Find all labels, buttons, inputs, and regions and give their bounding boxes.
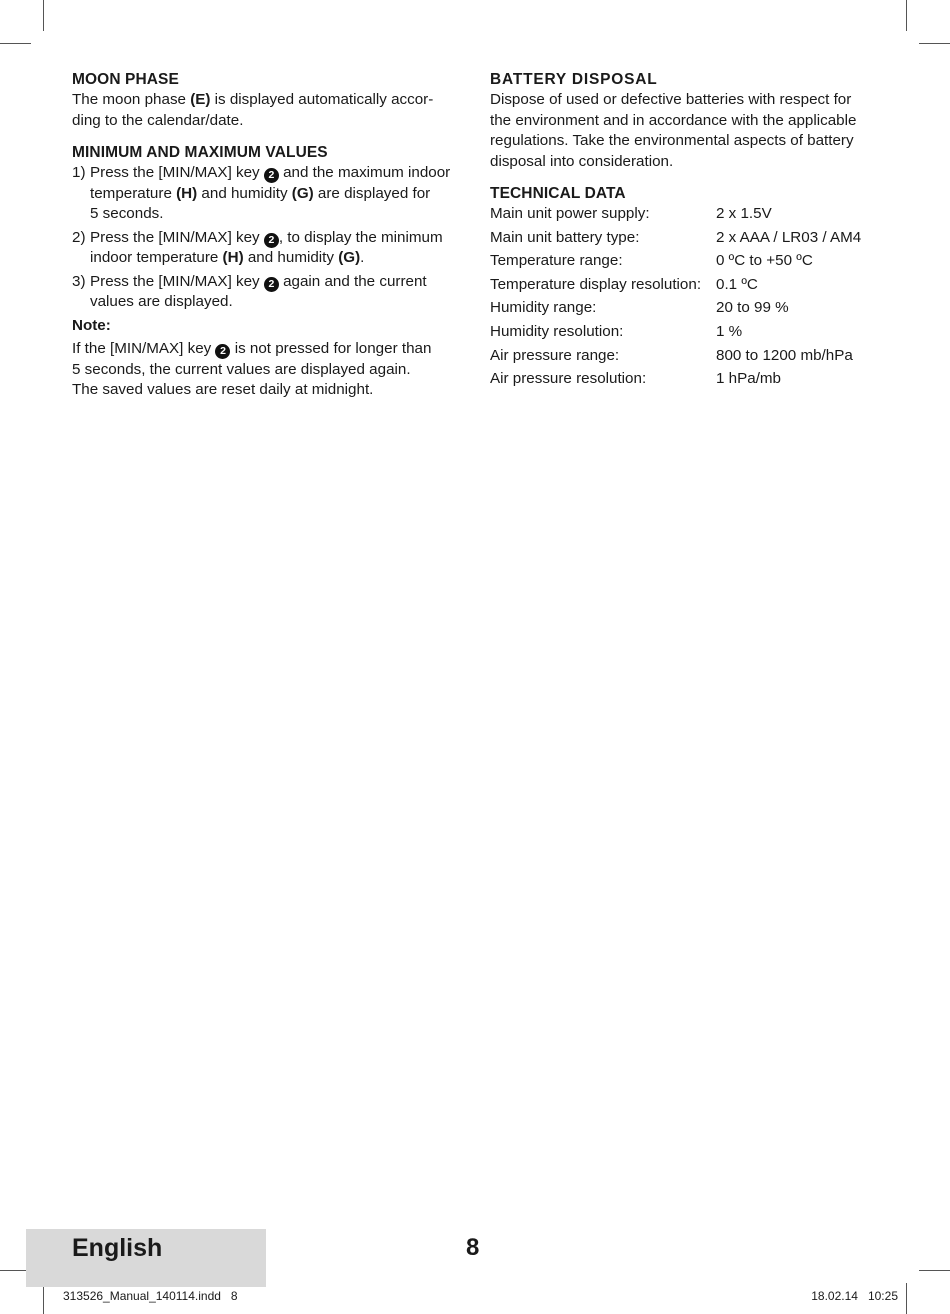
moon-phase-text — [72, 90, 464, 131]
text-run: regulations. Take the environmental aspects of battery — [490, 132, 854, 149]
step-item — [72, 163, 464, 225]
note-text — [72, 339, 464, 401]
text-run: Press the [MIN/MAX] key — [90, 272, 264, 290]
step-number: 3) — [72, 272, 86, 290]
text-run: values are displayed. — [90, 293, 233, 310]
right-column — [490, 70, 880, 393]
ref-label: (G) — [291, 184, 314, 202]
language-label: English — [72, 1234, 163, 1262]
key-2-icon: 2 — [215, 344, 230, 359]
text-run: . — [360, 249, 365, 266]
text-run: and humidity — [243, 249, 339, 266]
table-row — [490, 251, 890, 275]
spec-value: 20 to 99 % — [716, 299, 789, 317]
text-run: is not pressed for longer than — [230, 340, 432, 357]
moon-phase-heading: MOON PHASE — [72, 71, 179, 88]
crop-mark — [919, 43, 950, 44]
key-2-icon: 2 — [264, 168, 279, 183]
spec-value: 2 x AAA / LR03 / AM4 — [716, 228, 862, 246]
text-run: the environment and in accordance with the applicable — [490, 111, 857, 129]
step-number: 2) — [72, 228, 86, 246]
technical-data-section — [490, 184, 880, 393]
print-slug-file: 313526_Manual_140114.indd 8 — [63, 1289, 238, 1303]
note-section — [72, 316, 464, 401]
table-row — [490, 204, 890, 228]
print-slug-date: 18.02.14 10:25 — [811, 1289, 898, 1303]
text-run: 5 seconds. — [90, 205, 164, 222]
text-run: Dispose of used or defective batteries with respect for — [490, 91, 852, 108]
table-row — [490, 298, 890, 322]
ref-label: (H) — [176, 184, 198, 202]
text-run: 5 seconds, the current values are displayed again. — [72, 360, 411, 378]
min-max-steps — [72, 163, 464, 313]
spec-label: Main unit battery type: — [490, 228, 640, 246]
text-run: temperature — [90, 184, 177, 202]
page-number: 8 — [466, 1234, 480, 1261]
note-heading: Note: — [72, 316, 111, 334]
spec-value: 0.1 ºC — [716, 275, 758, 293]
step-number: 1) — [72, 164, 86, 181]
crop-mark — [906, 1283, 907, 1314]
min-max-section — [72, 143, 464, 313]
battery-disposal-heading: BATTERY DISPOSAL — [490, 71, 658, 88]
text-run: are displayed for — [313, 184, 431, 202]
text-run: The moon phase — [72, 91, 191, 108]
ref-label: (H) — [222, 249, 244, 266]
crop-mark — [919, 1270, 950, 1271]
table-row — [490, 322, 890, 346]
step-item — [72, 272, 464, 313]
spec-label: Air pressure range: — [490, 346, 620, 364]
spec-value: 1 hPa/mb — [716, 370, 782, 388]
battery-disposal-section — [490, 70, 880, 172]
crop-mark — [43, 1283, 44, 1314]
table-row — [490, 369, 890, 393]
spec-value: 2 x 1.5V — [716, 205, 772, 222]
spec-label: Humidity resolution: — [490, 322, 624, 340]
min-max-heading: MINIMUM AND MAXIMUM VALUES — [72, 144, 328, 161]
table-row — [490, 346, 890, 370]
text-run: disposal into consideration. — [490, 152, 674, 170]
text-run: and the maximum indoor — [278, 164, 451, 181]
technical-data-heading: TECHNICAL DATA — [490, 185, 626, 202]
spec-label: Air pressure resolution: — [490, 370, 647, 388]
text-run: and humidity — [197, 184, 292, 202]
key-2-icon: 2 — [264, 233, 279, 248]
table-row — [490, 275, 890, 299]
table-row — [490, 228, 890, 252]
crop-mark — [906, 0, 907, 31]
spec-value: 1 % — [716, 322, 743, 340]
key-2-icon: 2 — [264, 277, 279, 292]
crop-mark — [43, 0, 44, 31]
text-run: If the [MIN/MAX] key — [72, 340, 216, 357]
left-column — [72, 70, 464, 401]
crop-mark — [0, 43, 31, 44]
text-run: , to display the minimum — [278, 228, 443, 246]
battery-disposal-text — [490, 90, 880, 172]
spec-label: Humidity range: — [490, 299, 597, 317]
step-item — [72, 228, 464, 269]
spec-value: 0 ºC to +50 ºC — [716, 252, 813, 270]
moon-phase-section — [72, 70, 464, 131]
spec-label: Temperature display resolution: — [490, 275, 702, 293]
spec-label: Main unit power supply: — [490, 205, 650, 222]
text-run: indoor temperature — [90, 249, 223, 266]
spec-value: 800 to 1200 mb/hPa — [716, 346, 853, 364]
text-run: Press the [MIN/MAX] key — [90, 164, 264, 181]
spec-label: Temperature range: — [490, 252, 623, 270]
text-run: The saved values are reset daily at midnight. — [72, 381, 374, 398]
text-run: ding to the calendar/date. — [72, 111, 244, 129]
text-run: is displayed automatically accor- — [210, 91, 434, 108]
text-run: again and the current — [278, 272, 427, 290]
text-run: Press the [MIN/MAX] key — [90, 228, 264, 246]
ref-label: (E) — [190, 91, 211, 108]
technical-data-table — [490, 204, 890, 393]
ref-label: (G) — [338, 249, 361, 266]
